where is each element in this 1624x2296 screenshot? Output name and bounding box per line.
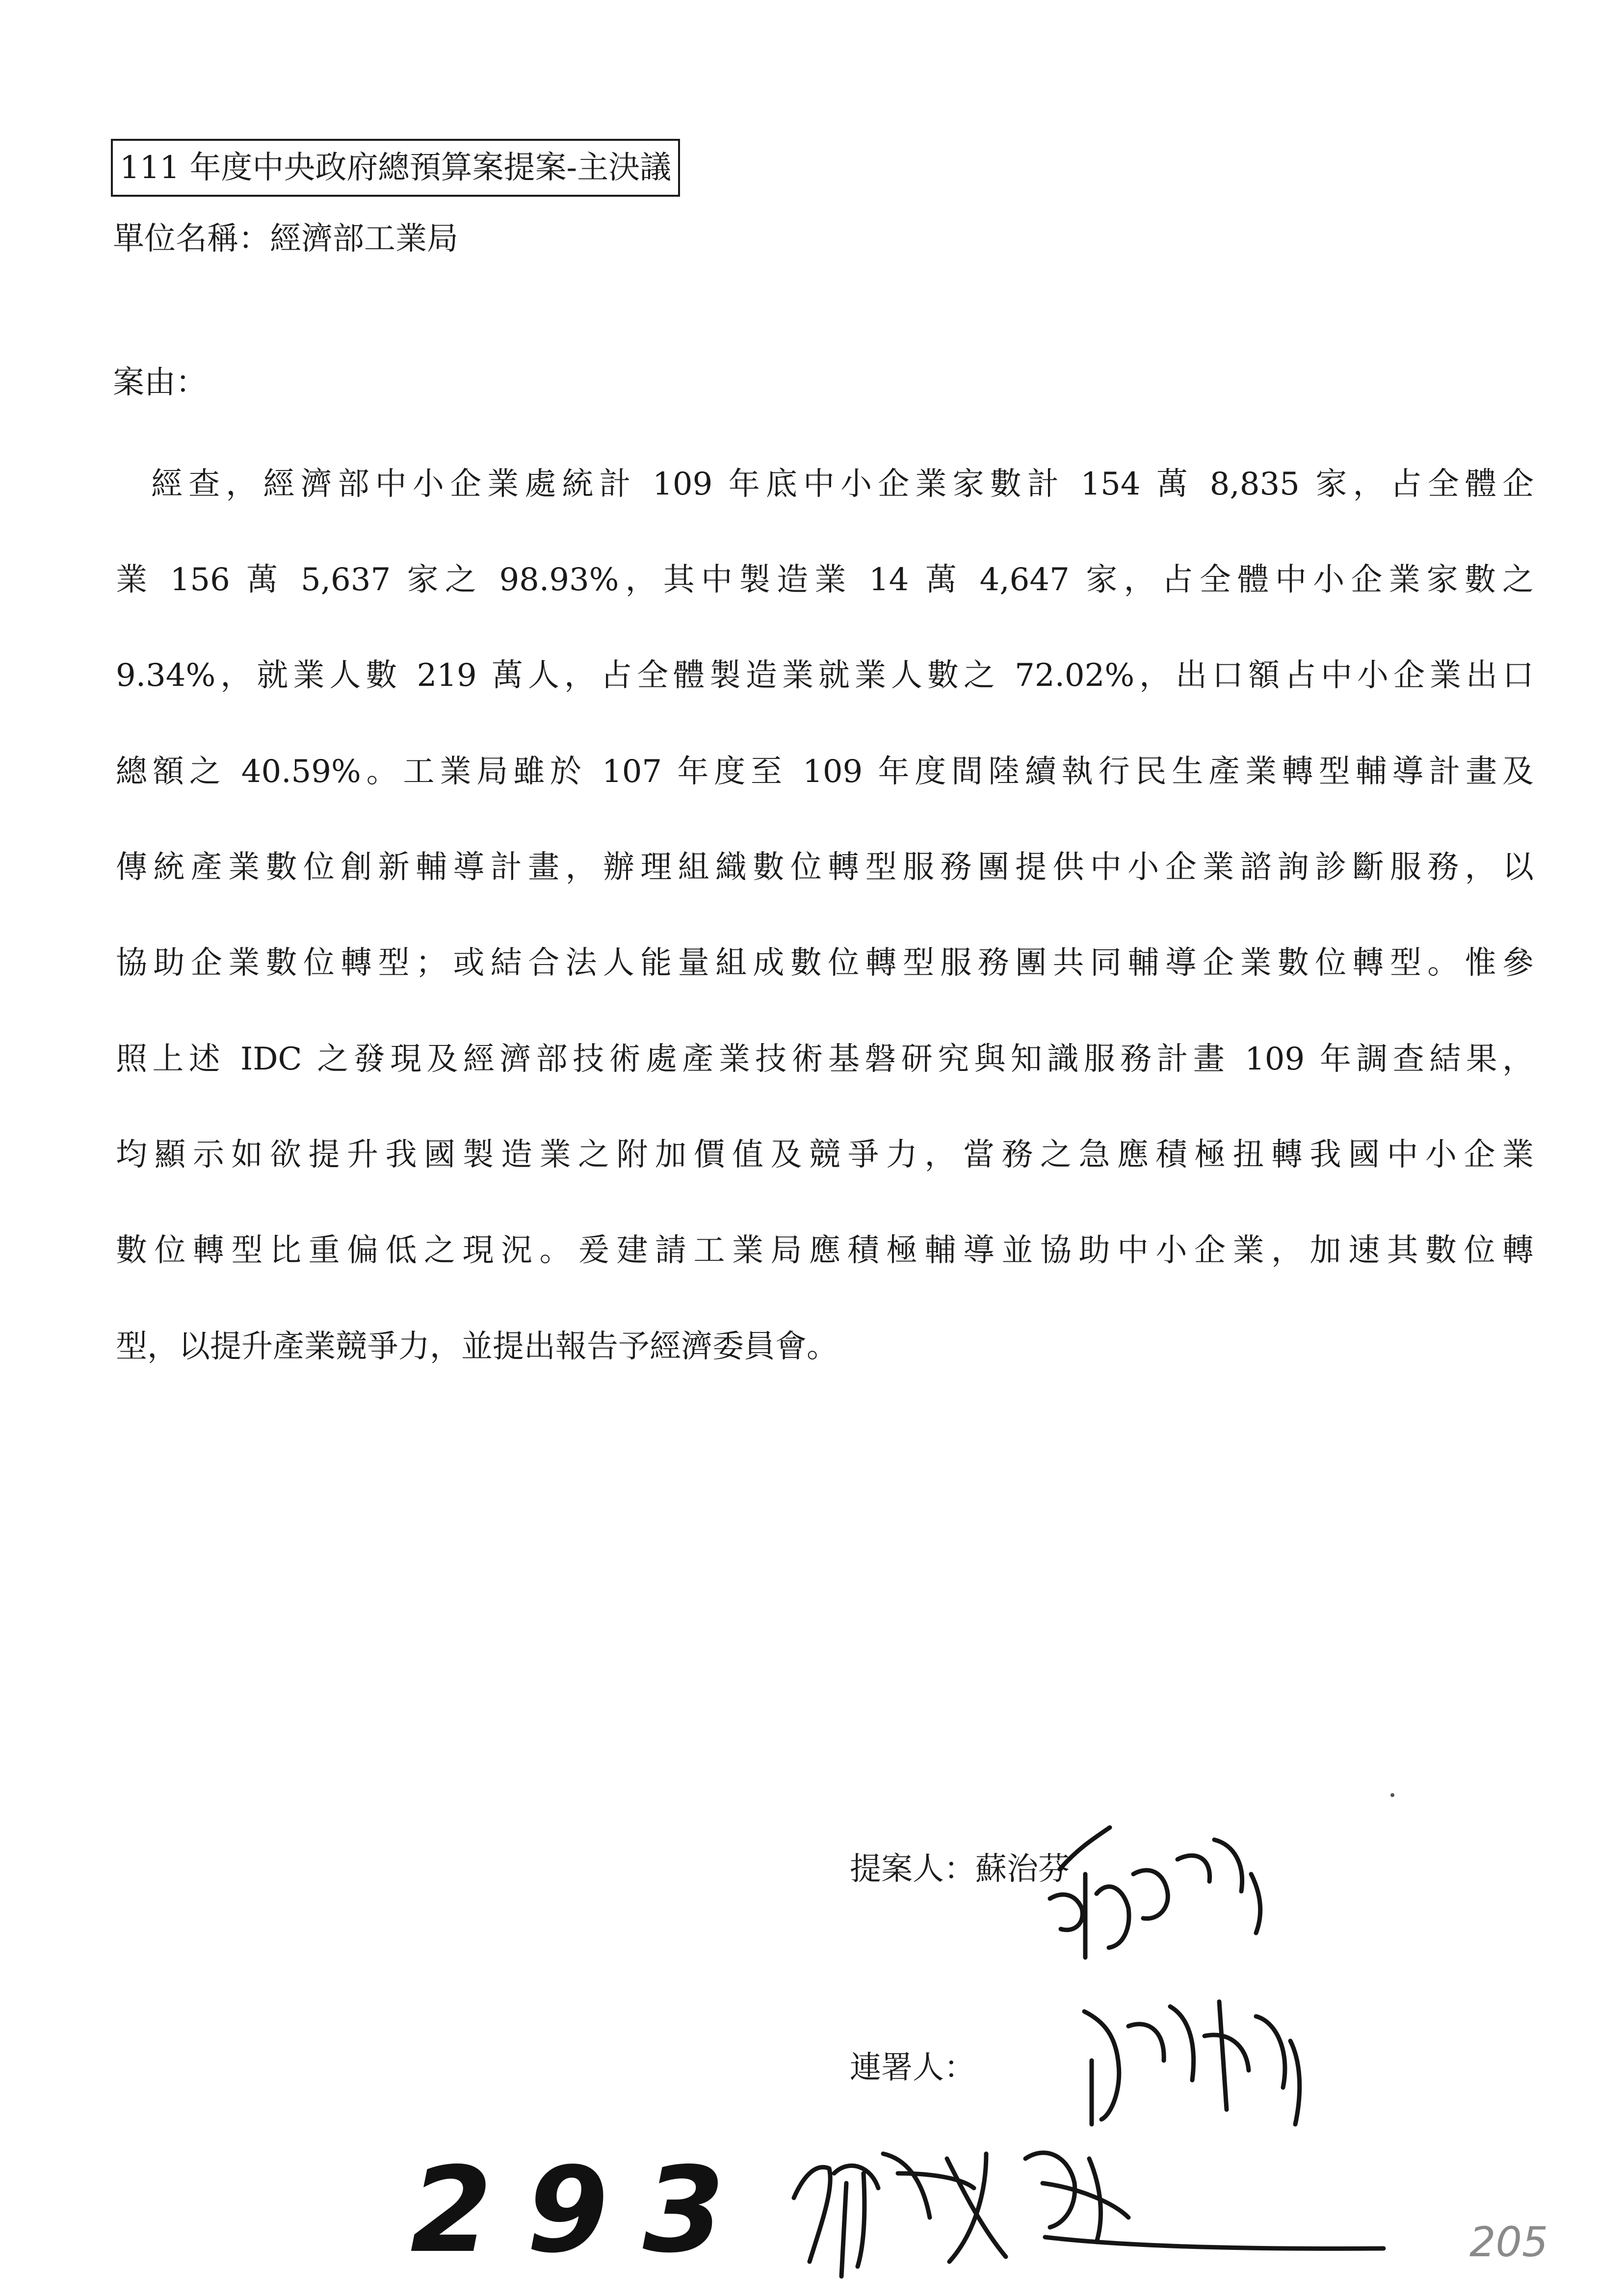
cosigner-label: 連署人： — [850, 2050, 975, 2086]
body-line: 傳統產業數位創新輔導計畫，辦理組織數位轉型服務團提供中小企業諮詢診斷服務，以 — [116, 849, 1534, 886]
body-line: 9.34%，就業人數 219 萬人，占全體製造業就業人數之 72.02%，出口額占中小企業出口 — [116, 657, 1534, 694]
body-line: 照上述 IDC 之發現及經濟部技術處產業技術基磐研究與知識服務計畫 109 年調查結果， — [116, 1041, 1534, 1077]
corner-number: 205 — [1469, 2218, 1548, 2266]
body-line: 業 156 萬 5,637 家之 98.93%，其中製造業 14 萬 4,647 家，占全體中小企業家數之 — [116, 562, 1534, 598]
body-line: 型，以提升產業競爭力，並提出報告予經濟委員會。 — [116, 1329, 838, 1365]
body-line: 協助企業數位轉型；或結合法人能量組成數位轉型服務團共同輔導企業數位轉型。惟參 — [116, 945, 1534, 981]
proposal-title: 111 年度中央政府總預算案提案-主決議 — [120, 150, 672, 186]
cosigner-signature-1 — [1084, 2002, 1300, 2124]
unit-label: 單位名稱： — [113, 221, 270, 257]
body-line: 均顯示如欲提升我國製造業之附加價值及競爭力，當務之急應積極扭轉我國中小企業 — [116, 1137, 1534, 1173]
body-line: 總額之 40.59%。工業局雖於 107 年度至 109 年度間陸續執行民生產業轉型輔導計畫及 — [116, 754, 1534, 790]
proposer-signature — [1050, 1840, 1260, 1957]
cosigner-signature-2 — [794, 2153, 1384, 2276]
body-line: 經查，經濟部中小企業處統計 109 年底中小企業家數計 154 萬 8,835 家，占全體企 — [151, 466, 1534, 502]
body-line: 數位轉型比重偏低之現況。爰建請工業局應積極輔導並協助中小企業，加速其數位轉 — [116, 1232, 1534, 1269]
proposer-label: 提案人： — [850, 1851, 975, 1887]
proposer-name: 蘇治芬 — [975, 1851, 1070, 1887]
unit-name: 經濟部工業局 — [270, 221, 458, 257]
reason-label: 案由： — [113, 365, 207, 401]
proposer-strike — [1060, 1827, 1110, 1869]
page-number: 293 — [410, 2141, 759, 2279]
